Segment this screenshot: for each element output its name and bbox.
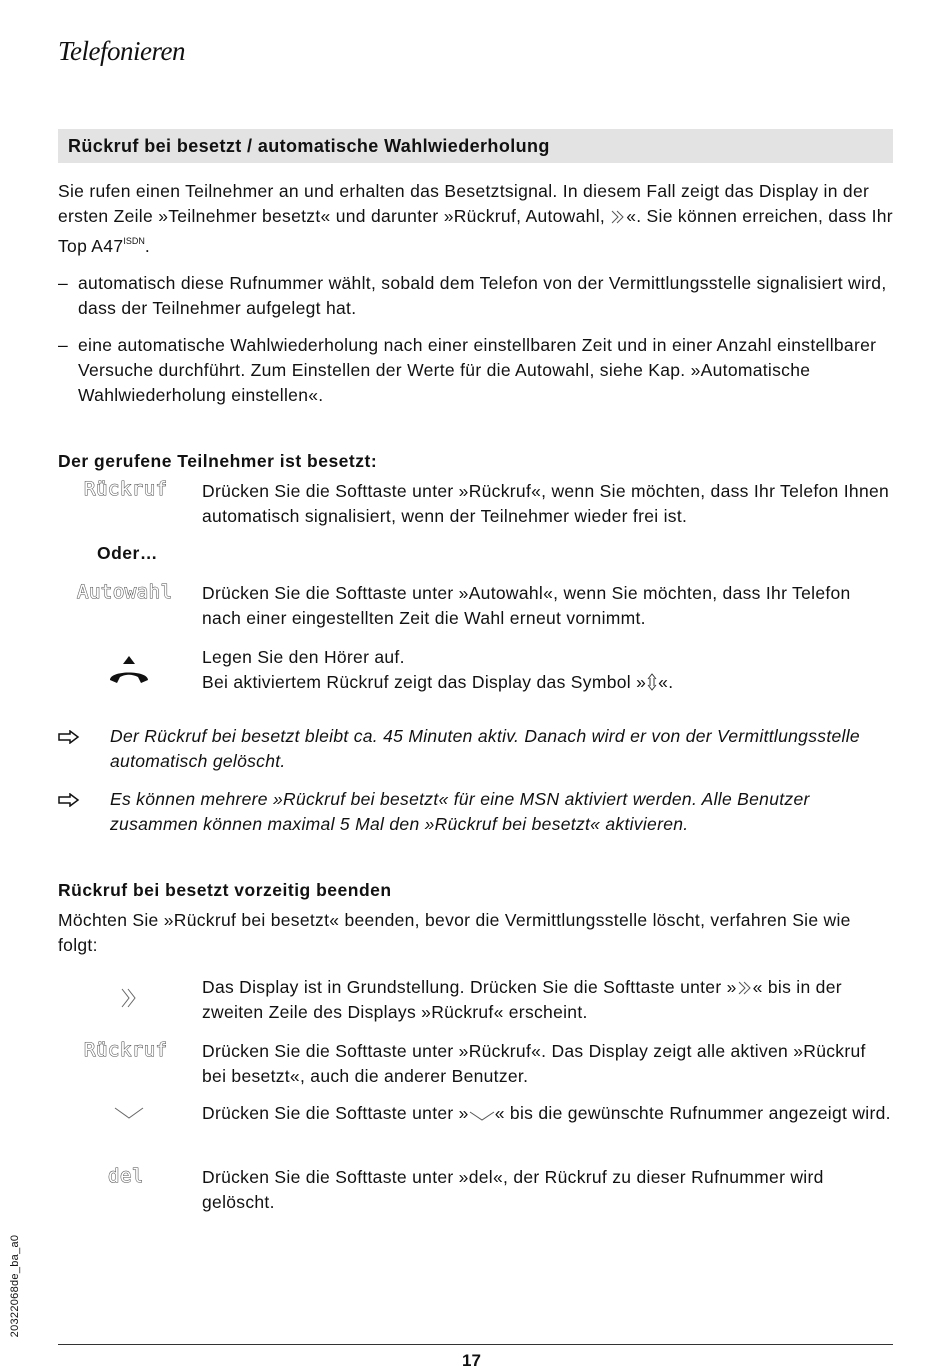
busy-section-heading: Der gerufene Teilnehmer ist besetzt: [58, 451, 378, 471]
double-chevron-right-icon[interactable] [120, 987, 138, 1009]
dash-item-text: eine automatische Wahlwiederholung nach einer einstellbaren Zeit und in einer Anzahl einstellbarer Versuche durchführt. Zum Einstellen der Werte für die Autowahl, siehe Kap. »Automatische Wahlwiederholung einstellen«. [78, 335, 877, 405]
end-step-3-text: Drücken Sie die Softtaste unter » [202, 1103, 469, 1123]
intro-text-end: . [144, 236, 151, 256]
end-section-heading: Rückruf bei besetzt vorzeitig beenden [58, 880, 392, 900]
double-chevron-right-icon [610, 209, 626, 225]
isdn-superscript: ISDN [123, 236, 145, 246]
softkey-autowahl[interactable]: Autowahl [77, 581, 173, 603]
section-title-bar [58, 129, 893, 163]
dash-marker: – [58, 335, 69, 355]
softkey-del[interactable]: del [108, 1165, 144, 1187]
end-section-intro: Möchten Sie »Rückruf bei besetzt« beenden, bevor die Vermittlungsstelle löscht, verfahren Sie wie folgt: [58, 910, 851, 955]
end-step-1-text-end: « bis in der zweiten Zeile des Displays »Rückruf« erscheint. [202, 977, 842, 1022]
section-title: Rückruf bei besetzt / automatische Wahlwiederholung [68, 136, 550, 156]
note-arrow-icon [58, 793, 80, 807]
end-step-3-text-end: « bis die gewünschte Rufnummer angezeigt wird. [494, 1103, 891, 1123]
note-arrow-icon [58, 730, 80, 744]
dash-marker: – [58, 273, 69, 293]
note-2: Es können mehrere »Rückruf bei besetzt« für eine MSN aktiviert werden. Alle Benutzer zusammen können maximal 5 Mal den »Rückruf bei besetzt« aktivieren. [110, 789, 810, 834]
page-number: 17 [462, 1351, 481, 1370]
busy-step-2: Drücken Sie die Softtaste unter »Autowahl«, wenn Sie möchten, dass Ihr Telefon nach einer eingestellten Zeit die Wahl erneut vornimmt. [202, 583, 851, 628]
end-step-3 [202, 1101, 892, 1126]
intro-text-2: «. Sie können erreichen, dass Ihr Top A47 [58, 206, 893, 256]
up-down-arrow-icon [646, 673, 658, 691]
oder-label: Oder… [97, 543, 158, 563]
intro-paragraph [58, 179, 893, 259]
double-chevron-right-icon [737, 980, 753, 996]
busy-step-3-line-1: Legen Sie den Hörer auf. [202, 647, 405, 667]
softkey-rueckruf[interactable]: Rückruf [84, 478, 168, 500]
chevron-down-icon [469, 1110, 495, 1122]
busy-step-3 [202, 645, 892, 695]
chevron-down-icon[interactable] [114, 1106, 144, 1120]
softkey-rueckruf-end[interactable]: Rückruf [84, 1039, 168, 1061]
busy-step-1: Drücken Sie die Softtaste unter »Rückruf«, wenn Sie möchten, dass Ihr Telefon Ihnen automatisch signalisiert, wenn der Teilnehmer wieder frei ist. [202, 481, 890, 526]
intro-text-1: Sie rufen einen Teilnehmer an und erhalten das Besetztsignal. In diesem Fall zeigt das Display in der ersten Zeile »Teilnehmer besetzt« und darunter »Rückruf, Autowahl, [58, 181, 870, 226]
busy-step-3-text-end: «. [658, 672, 674, 692]
end-step-1 [202, 975, 892, 1025]
document-code: 20322068de_ba_a0 [9, 1234, 21, 1338]
handset-hang-up-icon [106, 652, 152, 686]
busy-step-3-text: Bei aktiviertem Rückruf zeigt das Display das Symbol » [202, 672, 647, 692]
end-step-2: Drücken Sie die Softtaste unter »Rückruf«. Das Display zeigt alle aktiven »Rückruf bei besetzt«, auch die anderer Benutzer. [202, 1041, 866, 1086]
dash-item-text: automatisch diese Rufnummer wählt, sobald dem Telefon von der Vermittlungsstelle signalisiert wird, dass der Teilnehmer aufgelegt hat. [78, 273, 887, 318]
busy-step-3-line-2 [202, 670, 892, 695]
footer-divider [58, 1344, 893, 1345]
note-1: Der Rückruf bei besetzt bleibt ca. 45 Minuten aktiv. Danach wird er von der Vermittlungsstelle automatisch gelöscht. [110, 726, 860, 771]
page-header-title: Telefonieren [58, 36, 185, 66]
end-step-1-text: Das Display ist in Grundstellung. Drücken Sie die Softtaste unter » [202, 977, 737, 997]
end-step-4: Drücken Sie die Softtaste unter »del«, der Rückruf zu dieser Rufnummer wird gelöscht. [202, 1167, 824, 1212]
